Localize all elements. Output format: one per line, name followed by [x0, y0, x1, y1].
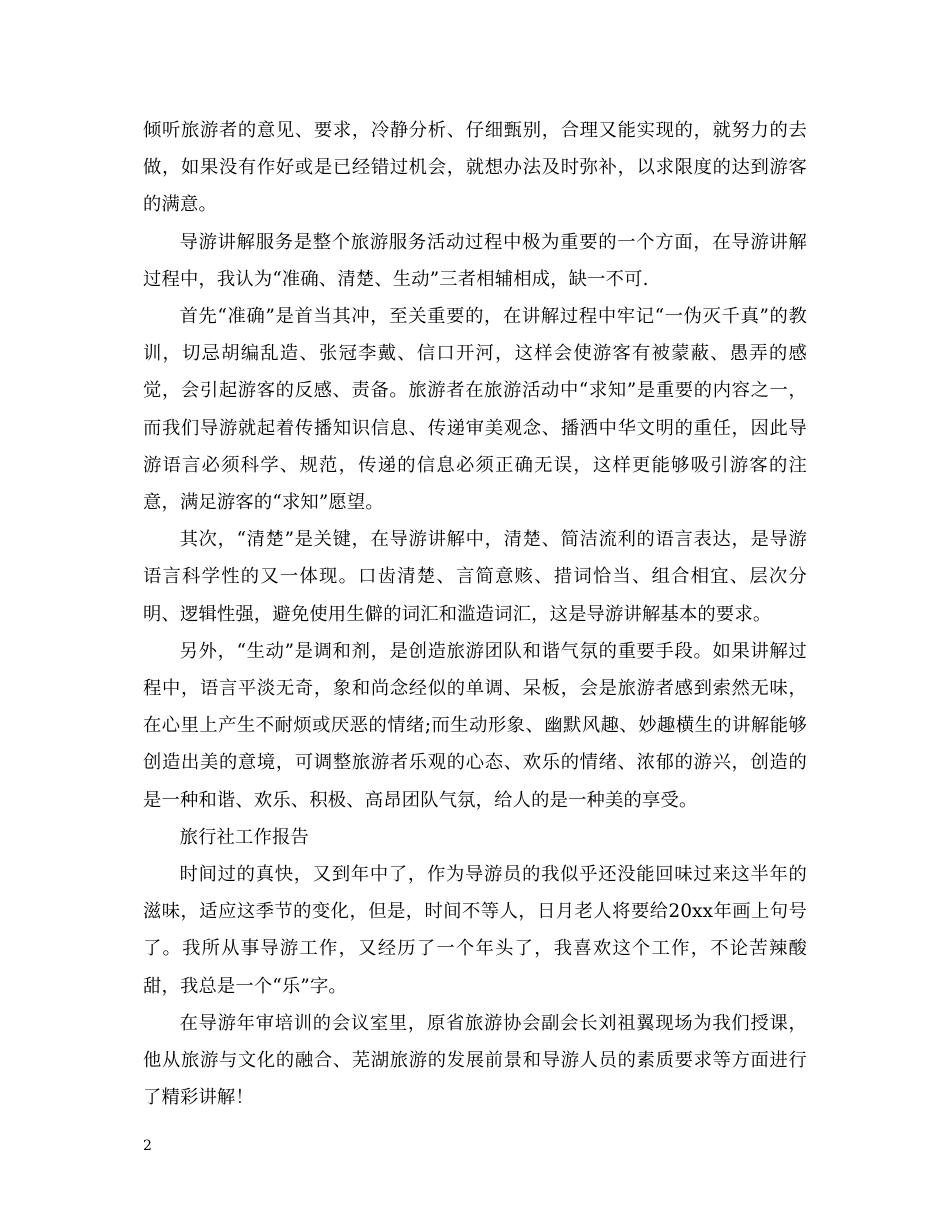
paragraph-training: 在导游年审培训的会议室里，原省旅游协会副会长刘祖翼现场为我们授课，他从旅游与文化的融合、芜湖旅游的发展前景和导游人员的素质要求等方面进行了精彩讲解！: [143, 1012, 807, 1109]
paragraph-accuracy: 首先“准确”是首当其冲，至关重要的，在讲解过程中牢记“一伪灭千真”的教训，切忌胡编乱造、张冠李戴、信口开河，这样会使游客有被蒙蔽、愚弄的感觉，会引起游客的反感、责备。旅游者在旅游活动中“求知”是重要的内容之一，而我们导游就起着传播知识信息、传递审美观念、播洒中华文明的重任，因此导游语言必须科学、规范，传递的信息必须正确无误，这样更能够吸引游客的注意，满足游客的“求知”愿望。: [143, 306, 807, 514]
paragraph-guide-service: 导游讲解服务是整个旅游服务活动过程中极为重要的一个方面，在导游讲解过程中，我认为“准确、清楚、生动”三者相辅相成，缺一不可.: [143, 231, 807, 290]
paragraph-clarity: 其次，“清楚”是关键，在导游讲解中，清楚、简洁流利的语言表达，是导游语言科学性的又一体现。口齿清楚、言简意赅、措词恰当、组合相宜、层次分明、逻辑性强，避免使用生僻的词汇和滥造词汇，这是导游讲解基本的要求。: [143, 529, 807, 625]
paragraph-continuation: 倾听旅游者的意见、要求，冷静分析、仔细甄别，合理又能实现的，就努力的去做，如果没有作好或是已经错过机会，就想办法及时弥补，以求限度的达到游客的满意。: [143, 120, 807, 216]
page-number: 2: [143, 1138, 152, 1154]
paragraph-time: 时间过的真快，又到年中了，作为导游员的我似乎还没能回味过来这半年的滋味，适应这季节的变化，但是，时间不等人，日月老人将要给20xx年画上句号了。我所从事导游工作，又经历了一个年头了，我喜欢这个工作，不论苦辣酸甜，我总是一个“乐”字。: [143, 864, 807, 997]
document-body: [143, 112, 807, 1116]
section-heading: 旅行社工作报告: [179, 826, 309, 848]
paragraph-liveliness: 另外，“生动”是调和剂，是创造旅游团队和谐气氛的重要手段。如果讲解过程中，语言平淡无奇，象和尚念经似的单调、呆板，会是旅游者感到索然无味，在心里上产生不耐烦或厌恶的情绪;而生动形象、幽默风趣、妙趣横生的讲解能够创造出美的意境，可调整旅游者乐观的心态、欢乐的情绪、浓郁的游兴，创造的是一种和谐、欢乐、积极、高昂团队气氛，给人的是一种美的享受。: [143, 640, 807, 811]
